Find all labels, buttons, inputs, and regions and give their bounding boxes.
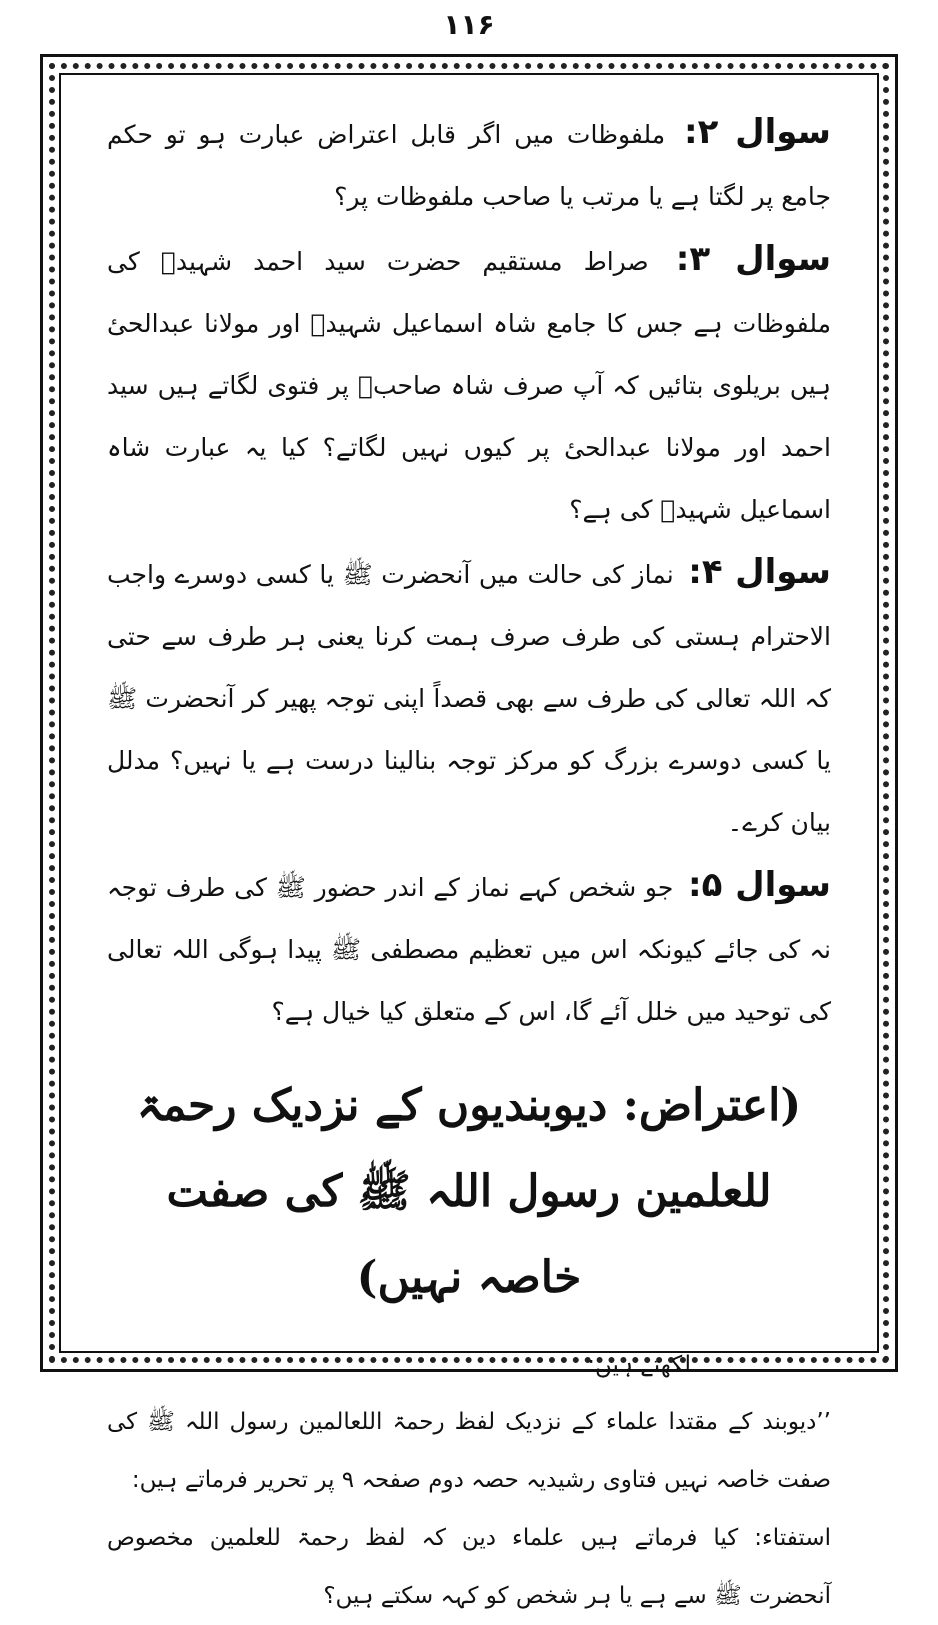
quote-paragraph-1: ’’دیوبند کے مقتدا علماء کے نزدیک لفظ رحمۃ اللعالمین رسول اللہ ﷺ کی صفت خاصہ نہیں فتاوی رشیدیہ حصہ دوم صفحہ ۹ پر تحریر فرماتے ہیں: [107,1409,831,1493]
question-5 [107,854,831,1043]
question-3 [107,228,831,541]
page-number: ۱۱۶ [443,8,495,41]
page-content [59,73,879,1609]
quote-paragraph-2: استفتاء: کیا فرماتے ہیں علماء دین کہ لفظ رحمۃ للعلمین مخصوص آنحضرت ﷺ سے ہے یا ہر شخص کو کہہ سکتے ہیں؟ [107,1525,831,1609]
question-2 [107,101,831,228]
question-text: صراط مستقیم حضرت سید احمد شہیدؒ کی ملفوظات ہے جس کا جامع شاہ اسماعیل شہیدؒ اور مولانا عبدالحیٔ ہیں بریلوی بتائیں کہ آپ صرف شاہ صاحبؒ پر فتوی لگاتے ہیں سید احمد اور مولانا عبدالحیٔ پر کیوں نہیں لگاتے؟ کیا یہ عبارت شاہ اسماعیل شہیدؒ کی ہے؟ [107,247,831,524]
section-heading: (اعتراض: دیوبندیوں کے نزدیک رحمۃ للعلمین رسول اللہ ﷺ کی صفت خاصہ نہیں) [136,1080,802,1303]
question-text: ملفوظات میں اگر قابل اعتراض عبارت ہو تو حکم جامع پر لگتا ہے یا مرتب یا صاحب ملفوظات پر؟ [107,120,831,211]
question-label: سوال ۴: [688,552,831,592]
writes-label: لکھتے ہیں: [587,1352,691,1378]
question-4 [107,541,831,854]
dotted-border [49,63,889,1609]
decorative-border-frame [40,54,898,1609]
question-text: نماز کی حالت میں آنحضرت ﷺ یا کسی دوسرے واجب الاحترام ہستی کی طرف صرف ہمت کرنا یعنی ہر طرف سے حتی کہ اللہ تعالی کی طرف سے بھی قصداً اپنی توجہ پھیر کر آنحضرت ﷺ یا کسی دوسرے بزرگ کو مرکز توجہ بنالینا درست ہے یا نہیں؟ مدلل بیان کرے۔ [107,560,831,837]
question-text: جو شخص کہے نماز کے اندر حضور ﷺ کی طرف توجہ نہ کی جائے کیونکہ اس میں تعظیم مصطفی ﷺ پیدا ہوگی اللہ تعالی کی توحید میں خلل آئے گا، اس کے متعلق کیا خیال ہے؟ [107,873,831,1026]
question-label: سوال ۲: [684,112,831,152]
question-label: سوال ۵: [688,865,831,905]
question-label: سوال ۳: [675,239,831,279]
